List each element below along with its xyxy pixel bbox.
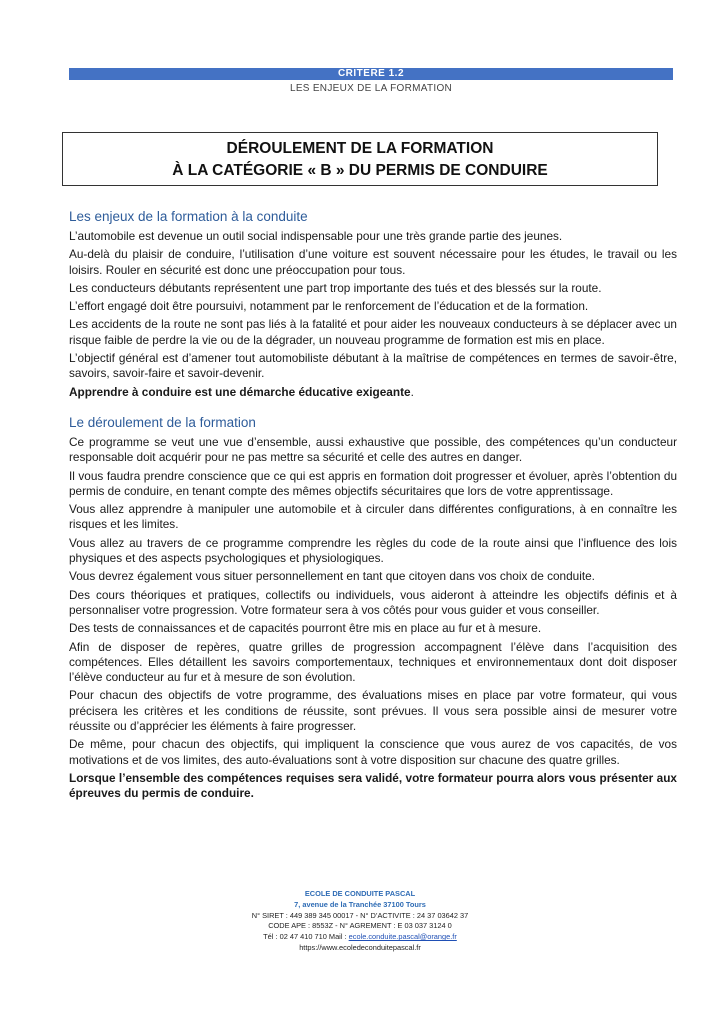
contact-line [200,932,520,943]
bold-text: Apprendre à conduire est une démarche éducative exigeante [69,384,411,399]
paragraph: Au-delà du plaisir de conduire, l’utilisation d’une voiture est souvent nécessaire pour les études, le travail ou les loisirs. Rouler en sécurité est donc une préoccupation pour tous. [69,247,677,277]
title-line-2: À LA CATÉGORIE « B » DU PERMIS DE CONDUIRE [172,162,548,179]
document-body [69,208,677,805]
paragraph: Ce programme se veut une vue d’ensemble, aussi exhaustive que possible, des compétences qu’un conducteur responsable doit acquérir pour ne pas mettre sa sécurité et celle des autres en danger. [69,434,677,465]
paragraph: L’automobile est devenue un outil social indispensable pour une très grande partie des jeunes. [69,229,563,243]
section-heading: Les enjeux de la formation à la conduite [69,209,308,224]
school-address: 7, avenue de la Tranchée 37100 Tours [294,899,426,909]
section-enjeux [69,208,677,400]
criterion-banner [69,68,673,80]
website-link[interactable]: https://www.ecoledeconduitepascal.fr [299,942,421,952]
paragraph: Les accidents de la route ne sont pas liés à la fatalité et pour aider les nouveaux conducteurs à se déplacer avec un risque faible de perdre la vie ou de la dégrader, un nouveau programme de formation est mis en place. [69,317,677,347]
criterion-label: CRITERE 1.2 [337,68,405,79]
phone-text: Tél : 02 47 410 710 Mail : [263,932,349,942]
closing-statement: Lorsque l’ensemble des compétences requises sera validé, votre formateur pourra alors vous présenter aux épreuves du permis de conduire. [69,770,677,801]
paragraph: Il vous faudra prendre conscience que ce qui est appris en formation doit progresser et évoluer, après l’obtention du permis de conduire, en tenant compte des mêmes objectifs sécuritaires que lors de votre apprentissage. [69,468,677,498]
paragraph: Vous allez apprendre à manipuler une automobile et à circuler dans différentes configurations, à en connaître les risques et les limites. [69,502,677,532]
footer [200,889,520,954]
bold-statement [69,385,677,400]
siret-line: N° SIRET : 449 389 345 00017 - N° D’ACTIVITE : 24 37 03642 37 [251,910,469,920]
criterion-subtitle: LES ENJEUX DE LA FORMATION [289,83,453,94]
ape-line: CODE APE : 8553Z - N° AGREMENT : E 03 037 3124 0 [268,921,452,931]
section-heading: Le déroulement de la formation [69,414,256,430]
paragraph: L’objectif général est d’amener tout automobiliste débutant à la maîtrise de compétences en termes de savoir-être, savoirs, savoir-faire et savoir-devenir. [69,351,677,381]
school-name: ECOLE DE CONDUITE PASCAL [304,889,416,898]
paragraph: Des tests de connaissances et de capacités pourront être mis en place au fur et à mesure. [69,621,542,636]
paragraph: Les conducteurs débutants représentent une part trop importante des tués et des blessés sur la route. [69,280,602,295]
paragraph: Afin de disposer de repères, quatre grilles de progression accompagnent l’élève dans l’acquisition des compétences. Elles détaillent les savoirs comportementaux, techniques et environnementaux dont doit disposer l’élève conducteur au fur et à mesure de son évolution. [69,639,677,685]
title-box [62,132,658,186]
paragraph: Des cours théoriques et pratiques, collectifs ou individuels, vous aideront à atteindre les objectifs définis et à personnaliser votre progression. Votre formateur sera à vos côtés pour vous guider et vous conseiller. [69,587,677,617]
title-line-1: DÉROULEMENT DE LA FORMATION [226,140,494,157]
section-deroulement [69,414,677,802]
paragraph: Vous allez au travers de ce programme comprendre les règles du code de la route ainsi que l’influence des lois physiques et des aspects psychologiques et physiologiques. [69,535,677,566]
paragraph: Vous devrez également vous situer personnellement en tant que citoyen dans vos choix de conduite. [69,569,595,584]
bold-suffix: . [410,384,414,399]
paragraph: De même, pour chacun des objectifs, qui impliquent la conscience que vous aurez de vos capacités, de vos motivations et de vos limites, des auto-évaluations sont à votre disposition sur chacune des quatre grilles. [69,737,677,767]
email-link[interactable]: ecole.conduite.pascal@orange.fr [348,932,457,942]
paragraph: Pour chacun des objectifs de votre programme, des évaluations mises en place par votre formateur, qui vous précisera les critères et les conditions de réussite, sont prévues. Il vous sera possible ainsi de mesurer votre réussite ou d’apprécier les éléments à faire progresser. [69,688,677,734]
paragraph: L’effort engagé doit être poursuivi, notamment par le renforcement de l’éducation et de la formation. [69,299,589,314]
